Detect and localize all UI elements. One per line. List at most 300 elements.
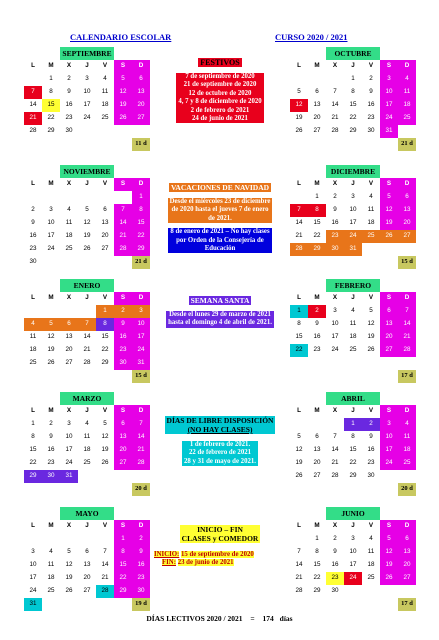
day-cell: 7 (24, 86, 42, 99)
weekday-header: J (85, 522, 89, 530)
weekday-header: L (31, 180, 35, 188)
day-cell: 21 (24, 112, 42, 125)
day-cell (308, 370, 326, 383)
day-cell: 6 (85, 548, 89, 556)
weekday-header: M (48, 62, 54, 70)
day-cell: 15 (42, 99, 60, 112)
day-cell: 3 (85, 75, 89, 83)
day-cell: 30 (114, 357, 132, 370)
day-cell (114, 256, 132, 269)
day-cell: 14 (114, 217, 132, 230)
month-header-blank (132, 507, 150, 520)
month-day-count: 15 d (398, 256, 416, 269)
day-cell (290, 256, 308, 269)
day-cell: 19 (101, 446, 109, 454)
day-cell (60, 598, 78, 611)
day-cell: 28 (331, 127, 339, 135)
day-cell: 17 (349, 561, 357, 569)
day-cell: 16 (367, 101, 375, 109)
weekday-header: J (351, 522, 355, 530)
weekday-header: X (66, 294, 72, 302)
semana-santa-title: SEMANA SANTA (190, 296, 250, 305)
day-cell: 21 (331, 459, 339, 467)
day-cell (326, 483, 344, 496)
festivos-line: 24 de junio de 2021 (192, 115, 248, 123)
day-cell: 31 (60, 470, 78, 483)
day-cell: 5 (380, 533, 398, 546)
month-header-blank (114, 392, 132, 405)
day-cell: 2 (132, 533, 150, 546)
month-header-blank (380, 507, 398, 520)
day-cell: 4 (369, 193, 373, 201)
day-cell: 15 (132, 217, 150, 230)
month-day-count: 21 d (132, 256, 150, 269)
libre-subtitle: (NO HAY CLASES) (187, 425, 253, 434)
day-cell: 7 (132, 418, 150, 431)
day-cell: 16 (114, 331, 132, 344)
day-cell: 18 (349, 333, 357, 341)
header-title: CALENDARIO ESCOLAR (70, 32, 172, 42)
weekday-header: D (398, 60, 416, 73)
day-cell: 26 (295, 127, 303, 135)
weekday-header: S (380, 178, 398, 191)
weekday-header: X (66, 62, 72, 70)
weekday-header: S (380, 60, 398, 73)
day-cell: 21 (398, 331, 416, 344)
footer-value: 174 (262, 614, 274, 623)
day-cell: 7 (290, 204, 308, 217)
day-cell: 5 (380, 191, 398, 204)
weekday-header: M (48, 522, 54, 530)
month-header-blank (398, 507, 416, 520)
day-cell: 28 (398, 344, 416, 357)
day-cell: 4 (85, 420, 89, 428)
fin-line (154, 559, 290, 567)
day-cell: 23 (114, 344, 132, 357)
weekday-header: S (114, 60, 132, 73)
festivos-line: 7 de septiembre de 2020 (185, 73, 255, 80)
day-cell: 24 (83, 114, 91, 122)
day-cell (96, 533, 114, 546)
day-cell (380, 598, 398, 611)
day-cell: 3 (31, 548, 35, 556)
day-cell: 29 (308, 243, 326, 256)
day-cell: 22 (132, 230, 150, 243)
day-cell: 30 (65, 127, 73, 135)
festivos-line: 12 de octubre de 2020 (188, 89, 252, 97)
day-cell: 4 (398, 73, 416, 86)
day-cell: 7 (78, 318, 96, 331)
day-cell: 8 (114, 546, 132, 559)
weekday-header: D (132, 405, 150, 418)
weekday-header: L (297, 407, 301, 415)
day-cell: 21 (114, 230, 132, 243)
day-cell: 9 (67, 88, 71, 96)
weekday-header: D (398, 292, 416, 305)
month-name: SEPTIEMBRE (60, 47, 114, 60)
day-cell (290, 418, 308, 431)
day-cell: 25 (398, 457, 416, 470)
month-day-count: 17 d (398, 598, 416, 611)
day-cell: 11 (398, 86, 416, 99)
day-cell: 12 (295, 446, 303, 454)
day-cell: 22 (29, 459, 37, 467)
day-cell: 18 (101, 101, 109, 109)
libre-line: 22 de febrero de 2021 (188, 449, 252, 457)
month-header-blank (380, 392, 398, 405)
day-cell: 24 (331, 346, 339, 354)
day-cell: 9 (333, 548, 337, 556)
day-cell: 15 (349, 101, 357, 109)
day-cell: 26 (83, 245, 91, 253)
day-cell: 26 (65, 587, 73, 595)
day-cell: 8 (315, 548, 319, 556)
day-cell: 22 (349, 459, 357, 467)
day-cell (362, 585, 380, 598)
day-cell: 26 (367, 346, 375, 354)
day-cell: 23 (367, 114, 375, 122)
day-cell: 18 (29, 346, 37, 354)
day-cell: 27 (313, 127, 321, 135)
day-cell (380, 585, 398, 598)
day-cell (344, 256, 362, 269)
footer-eq: = (250, 614, 255, 623)
weekday-header: X (332, 294, 338, 302)
weekday-header: S (114, 520, 132, 533)
weekday-header: M (48, 294, 54, 302)
day-cell: 21 (101, 574, 109, 582)
day-cell: 1 (290, 305, 308, 318)
day-cell (24, 191, 42, 204)
weekday-header: D (132, 292, 150, 305)
day-cell: 17 (132, 331, 150, 344)
day-cell: 29 (47, 127, 55, 135)
day-cell (308, 73, 326, 86)
weekday-header: M (48, 180, 54, 188)
month-header-blank (42, 279, 60, 292)
month-header-blank (290, 47, 308, 60)
day-cell (308, 256, 326, 269)
day-cell (42, 483, 60, 496)
month-header-blank (290, 392, 308, 405)
month-header-blank (308, 392, 326, 405)
day-cell: 9 (132, 546, 150, 559)
weekday-header: J (351, 62, 355, 70)
weekday-header: V (368, 522, 374, 530)
day-cell: 14 (101, 561, 109, 569)
day-cell: 16 (47, 446, 55, 454)
weekday-header: L (297, 294, 301, 302)
month-header-blank (24, 392, 42, 405)
day-cell: 25 (65, 245, 73, 253)
semana-santa-line: Desde el lunes 29 de marzo de 2021 (169, 311, 271, 318)
month-day-count: 19 d (132, 598, 150, 611)
weekday-header: D (132, 178, 150, 191)
month-calendar-febrero (290, 279, 416, 383)
day-cell: 20 (101, 232, 109, 240)
day-cell: 23 (367, 459, 375, 467)
day-cell: 9 (315, 320, 319, 328)
day-cell: 25 (101, 114, 109, 122)
day-cell: 15 (313, 219, 321, 227)
day-cell: 8 (308, 204, 326, 217)
day-cell (380, 243, 398, 256)
day-cell (362, 243, 380, 256)
day-cell: 13 (313, 101, 321, 109)
weekday-header: V (102, 522, 108, 530)
day-cell: 3 (380, 73, 398, 86)
day-cell (114, 470, 132, 483)
day-cell (24, 483, 42, 496)
day-cell: 2 (67, 75, 71, 83)
day-cell: 20 (380, 331, 398, 344)
weekday-header: J (85, 294, 89, 302)
weekday-header: J (351, 407, 355, 415)
month-name: FEBRERO (326, 279, 380, 292)
day-cell (344, 357, 362, 370)
libre-disposicion-legend (153, 416, 287, 466)
day-cell (60, 370, 78, 383)
month-header-blank (308, 165, 326, 178)
day-cell (326, 598, 344, 611)
day-cell (290, 73, 308, 86)
footer-unit: días (279, 614, 293, 623)
day-cell: 28 (331, 472, 339, 480)
day-cell: 2 (31, 206, 35, 214)
weekday-header: M (314, 407, 320, 415)
day-cell: 25 (367, 574, 375, 582)
day-cell (326, 138, 344, 151)
day-cell: 21 (132, 444, 150, 457)
day-cell: 20 (398, 217, 416, 230)
day-cell: 5 (42, 318, 60, 331)
day-cell: 22 (47, 114, 55, 122)
day-cell: 21 (295, 232, 303, 240)
day-cell: 29 (101, 359, 109, 367)
day-cell: 14 (83, 333, 91, 341)
day-cell: 13 (398, 204, 416, 217)
day-cell: 5 (114, 73, 132, 86)
day-cell: 3 (351, 193, 355, 201)
day-cell: 17 (65, 446, 73, 454)
day-cell (132, 125, 150, 138)
month-header-blank (24, 507, 42, 520)
day-cell: 19 (380, 217, 398, 230)
day-cell: 10 (349, 206, 357, 214)
dias-lectivos-footer (0, 614, 439, 623)
day-cell (24, 305, 42, 318)
day-cell: 9 (369, 433, 373, 441)
day-cell: 27 (132, 112, 150, 125)
day-cell: 1 (114, 533, 132, 546)
month-name: JUNIO (326, 507, 380, 520)
day-cell (326, 73, 344, 86)
day-cell: 4 (49, 548, 53, 556)
day-cell: 16 (29, 232, 37, 240)
day-cell: 23 (313, 346, 321, 354)
month-header-blank (132, 165, 150, 178)
weekday-header: L (297, 62, 301, 70)
day-cell: 14 (295, 561, 303, 569)
day-cell (398, 125, 416, 138)
day-cell: 15 (29, 446, 37, 454)
day-cell: 28 (29, 127, 37, 135)
day-cell: 14 (331, 101, 339, 109)
day-cell (60, 256, 78, 269)
day-cell (60, 138, 78, 151)
day-cell: 28 (114, 243, 132, 256)
day-cell: 24 (344, 572, 362, 585)
month-header-blank (42, 47, 60, 60)
day-cell (78, 533, 96, 546)
day-cell: 31 (132, 357, 150, 370)
day-cell: 28 (132, 457, 150, 470)
weekday-header: S (114, 178, 132, 191)
day-cell: 17 (29, 574, 37, 582)
day-cell: 3 (351, 535, 355, 543)
day-cell (24, 138, 42, 151)
inicio-value: 15 de septiembre de 2020 (181, 551, 254, 558)
day-cell (78, 598, 96, 611)
navidad-line: de 2020 hasta el jueves 7 de enero (171, 206, 269, 214)
day-cell: 22 (349, 114, 357, 122)
day-cell: 1 (344, 418, 362, 431)
day-cell: 26 (380, 230, 398, 243)
day-cell (362, 370, 380, 383)
day-cell (24, 370, 42, 383)
month-header-blank (308, 507, 326, 520)
weekday-header: M (314, 180, 320, 188)
day-cell: 12 (83, 219, 91, 227)
month-calendar-mayo (24, 507, 150, 611)
day-cell: 26 (47, 359, 55, 367)
day-cell (380, 138, 398, 151)
day-cell: 11 (367, 206, 375, 214)
weekday-header: J (85, 180, 89, 188)
day-cell: 22 (313, 232, 321, 240)
day-cell: 11 (349, 320, 357, 328)
day-cell: 27 (380, 344, 398, 357)
day-cell (398, 243, 416, 256)
month-header-blank (308, 47, 326, 60)
day-cell (96, 191, 114, 204)
day-cell: 8 (49, 88, 53, 96)
day-cell: 18 (83, 446, 91, 454)
day-cell (78, 470, 96, 483)
day-cell: 20 (65, 346, 73, 354)
day-cell: 7 (114, 204, 132, 217)
day-cell: 17 (47, 232, 55, 240)
weekday-header: J (85, 62, 89, 70)
month-name: MARZO (60, 392, 114, 405)
day-cell: 19 (380, 559, 398, 572)
day-cell (78, 483, 96, 496)
weekday-header: S (114, 292, 132, 305)
weekday-header: L (31, 62, 35, 70)
day-cell: 26 (114, 112, 132, 125)
weekday-header: J (351, 294, 355, 302)
day-cell: 2 (308, 305, 326, 318)
day-cell: 31 (344, 243, 362, 256)
day-cell: 6 (398, 191, 416, 204)
day-cell: 1 (31, 420, 35, 428)
month-header-blank (132, 47, 150, 60)
day-cell: 15 (114, 559, 132, 572)
day-cell: 4 (103, 75, 107, 83)
day-cell (308, 598, 326, 611)
navidad-note-line: por Orden de la Consejería de (176, 236, 264, 244)
weekday-header: V (102, 407, 108, 415)
day-cell (326, 357, 344, 370)
weekday-header: L (297, 180, 301, 188)
day-cell: 27 (398, 572, 416, 585)
day-cell: 28 (290, 243, 308, 256)
day-cell (96, 138, 114, 151)
day-cell: 6 (103, 206, 107, 214)
month-day-count: 11 d (132, 138, 150, 151)
day-cell: 21 (83, 346, 91, 354)
month-calendar-septiembre (24, 47, 150, 151)
day-cell (290, 138, 308, 151)
day-cell (344, 598, 362, 611)
day-cell (290, 370, 308, 383)
day-cell: 20 (398, 559, 416, 572)
day-cell: 9 (369, 88, 373, 96)
fin-label: FIN: (162, 559, 176, 567)
weekday-header: X (66, 180, 72, 188)
day-cell: 18 (65, 232, 73, 240)
month-name: MAYO (60, 507, 114, 520)
day-cell: 6 (114, 418, 132, 431)
navidad-note-line: Educación (204, 245, 236, 253)
month-header-blank (290, 279, 308, 292)
day-cell (96, 370, 114, 383)
libre-title: DÍAS DE LIBRE DISPOSICIÓN (166, 416, 274, 425)
month-calendar-octubre (290, 47, 416, 151)
day-cell (78, 191, 96, 204)
day-cell: 21 (295, 574, 303, 582)
day-cell: 5 (103, 420, 107, 428)
day-cell: 19 (367, 333, 375, 341)
day-cell (344, 138, 362, 151)
day-cell (362, 357, 380, 370)
day-cell: 17 (331, 333, 339, 341)
navidad-title: VACACIONES DE NAVIDAD (170, 183, 270, 192)
day-cell: 16 (313, 333, 321, 341)
day-cell (380, 256, 398, 269)
month-calendar-enero (24, 279, 150, 383)
day-cell: 6 (132, 73, 150, 86)
month-day-count: 17 d (398, 370, 416, 383)
day-cell: 24 (380, 112, 398, 125)
day-cell: 3 (49, 206, 53, 214)
day-cell: 16 (65, 101, 73, 109)
day-cell (78, 138, 96, 151)
day-cell: 12 (101, 433, 109, 441)
day-cell: 25 (349, 346, 357, 354)
day-cell: 9 (114, 318, 132, 331)
day-cell: 15 (313, 561, 321, 569)
day-cell: 24 (344, 230, 362, 243)
day-cell: 27 (83, 587, 91, 595)
day-cell: 28 (83, 359, 91, 367)
day-cell: 23 (29, 245, 37, 253)
day-cell (42, 533, 60, 546)
weekday-header: M (314, 522, 320, 530)
weekday-header: V (102, 62, 108, 70)
month-header-blank (380, 47, 398, 60)
libre-line: 28 y 31 de mayo de 2021. (184, 457, 256, 465)
